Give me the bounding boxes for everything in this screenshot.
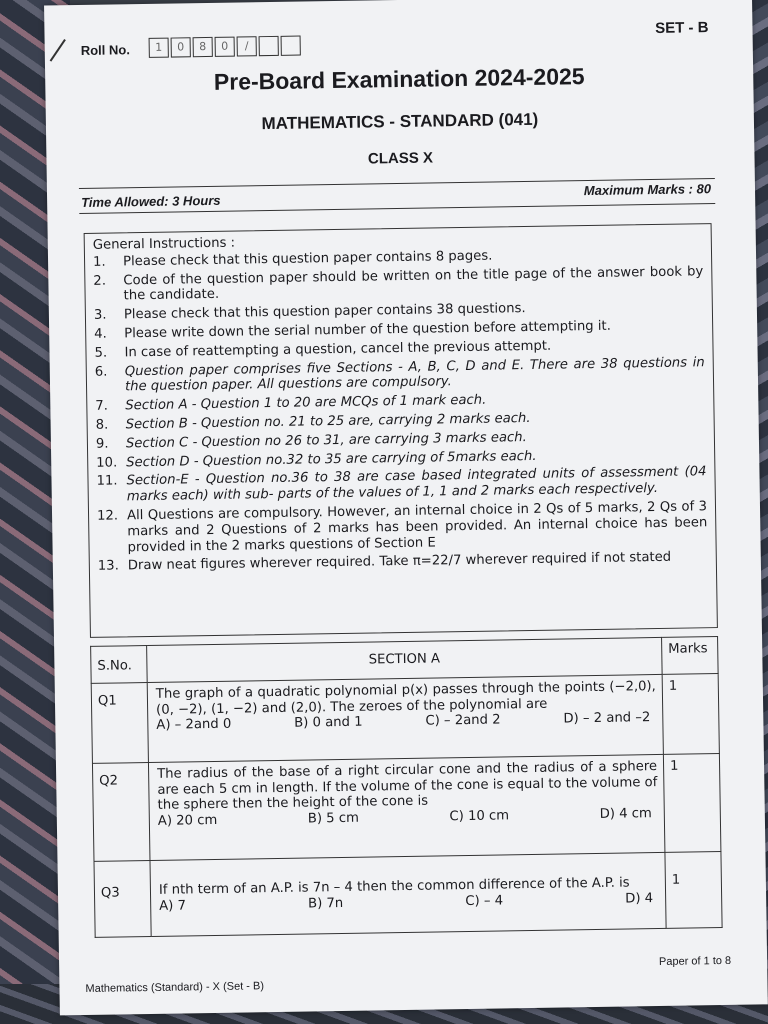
instruction-text: Code of the question paper should be written on the title page of the answer book by the candidate. <box>123 263 704 304</box>
instruction-text: Section-E - Question no.36 to 38 are case based integrated units of assessment (04 marks each) with sub- parts of the values of 1, 1 and 2 marks each respectively. <box>126 464 707 505</box>
option-b: B) 0 and 1 <box>294 715 363 732</box>
instruction-item <box>93 264 703 305</box>
instruction-text: Please check that this question paper contains 8 pages. <box>122 248 493 270</box>
instruction-number: 12. <box>96 508 119 524</box>
question-content <box>147 674 663 762</box>
instruction-text: Question paper comprises five Sections - A, B, C, D and E. There are 38 questions in the question paper. All questions are compulsory. <box>124 354 705 395</box>
roll-digit-box: 1 <box>149 38 169 58</box>
pen-mark <box>50 39 66 62</box>
instructions-list <box>93 245 708 575</box>
subject-title: MATHEMATICS - STANDARD (041) <box>261 109 539 134</box>
instruction-text: Please write down the serial number of the question before attempting it. <box>124 318 611 342</box>
instruction-number: 13. <box>97 558 119 575</box>
roll-digit-box: 0 <box>171 37 191 57</box>
question-text: If nth term of an A.P. is 7n – 4 then the common difference of the A.P. is <box>158 875 630 898</box>
instruction-number: 1. <box>92 254 106 270</box>
instruction-text: Section A - Question 1 to 20 are MCQs of 1 mark each. <box>125 392 487 414</box>
instruction-item <box>96 465 706 506</box>
instruction-number: 11. <box>96 473 118 490</box>
instruction-text: Section B - Question no. 21 to 25 are, carrying 2 marks each. <box>125 410 531 433</box>
question-marks: 1 <box>665 851 722 928</box>
option-a: A) 20 cm <box>157 813 218 830</box>
instruction-text: In case of reattempting a question, cancel the previous attempt. <box>124 338 552 361</box>
instruction-number: 6. <box>94 364 108 380</box>
instruction-number: 4. <box>94 326 107 342</box>
question-marks: 1 <box>662 673 719 754</box>
option-d: D) 4 <box>625 890 654 907</box>
question-row <box>92 753 720 861</box>
general-instructions <box>84 223 718 638</box>
footer-page-info: Paper of 1 to 8 <box>658 954 732 969</box>
instruction-number: 5. <box>94 345 108 361</box>
question-content <box>150 852 666 936</box>
option-c: C) 10 cm <box>449 808 510 825</box>
option-a: A) 7 <box>159 898 187 914</box>
roll-label: Roll No. <box>80 42 130 58</box>
section-heading: SECTION A <box>147 637 663 682</box>
instruction-item <box>97 499 708 556</box>
instruction-number: 3. <box>93 307 107 324</box>
question-content <box>148 754 664 860</box>
option-b: B) 5 cm <box>307 810 360 827</box>
roll-digit-box: 0 <box>215 37 235 57</box>
question-marks: 1 <box>663 753 721 852</box>
instruction-text: Section D - Question no.32 to 35 are carrying of 5marks each. <box>126 448 537 470</box>
exam-title: Pre-Board Examination 2024-2025 <box>213 63 585 95</box>
instruction-number: 9. <box>95 436 109 452</box>
option-c: C) – 2and 2 <box>425 712 501 730</box>
instruction-number: 8. <box>95 417 109 433</box>
instruction-number: 7. <box>95 398 109 414</box>
roll-number-boxes <box>149 36 301 58</box>
set-label: SET - B <box>655 19 709 37</box>
question-row <box>94 851 722 937</box>
instructions-title: General Instructions : <box>92 235 236 253</box>
questions-table <box>90 636 723 938</box>
column-header-sno: S.No. <box>91 646 148 684</box>
class-title: CLASS X <box>367 149 434 168</box>
option-c: C) – 4 <box>465 893 504 909</box>
question-text: The radius of the base of a right circular cone and the radius of a sphere are each 5 cm in length. If the volume of the cone is equal to the volume of the sphere then the height of the cone is <box>157 758 658 814</box>
option-d: D) – 2 and –2 <box>563 710 651 727</box>
option-a: A) – 2and 0 <box>156 717 232 734</box>
instruction-text: Draw neat figures wherever required. Take π=22/7 wherever required if not stated <box>127 550 672 574</box>
instruction-item <box>95 355 705 396</box>
question-row <box>91 673 719 763</box>
option-b: B) 7n <box>307 895 344 912</box>
instruction-number: 10. <box>96 455 118 471</box>
instruction-number: 2. <box>93 273 107 289</box>
instruction-text: Section C - Question no 26 to 31, are carrying 3 marks each. <box>125 429 527 452</box>
footer-subject: Mathematics (Standard) - X (Set - B) <box>85 980 265 996</box>
exam-paper <box>44 0 768 1015</box>
roll-digit-box: / <box>237 36 257 56</box>
roll-digit-box <box>259 36 279 56</box>
option-d: D) 4 cm <box>599 806 652 823</box>
instruction-text: All Questions are compulsory. However, an internal choice in 2 Qs of 5 marks, 2 Qs of 3 marks and 2 Questions of 2 marks has been provided. An internal choice has been provided in the 2 marks questions of Section E <box>126 499 708 555</box>
question-number: Q3 <box>94 860 151 937</box>
roll-digit-box <box>281 36 301 56</box>
question-number: Q1 <box>91 682 148 763</box>
instruction-text: Please check that this question paper contains 38 questions. <box>123 301 526 323</box>
question-text: The graph of a quadratic polynomial p(x) passes through the points (−2,0),(0, −2), (1, −2) and (2,0). The zeroes of the polynomial are <box>155 678 656 718</box>
question-number: Q2 <box>92 762 150 861</box>
roll-digit-box: 8 <box>193 37 213 57</box>
column-header-marks: Marks <box>662 637 719 675</box>
maximum-marks: Maximum Marks : 80 <box>583 181 712 199</box>
time-allowed: Time Allowed: 3 Hours <box>81 192 221 211</box>
